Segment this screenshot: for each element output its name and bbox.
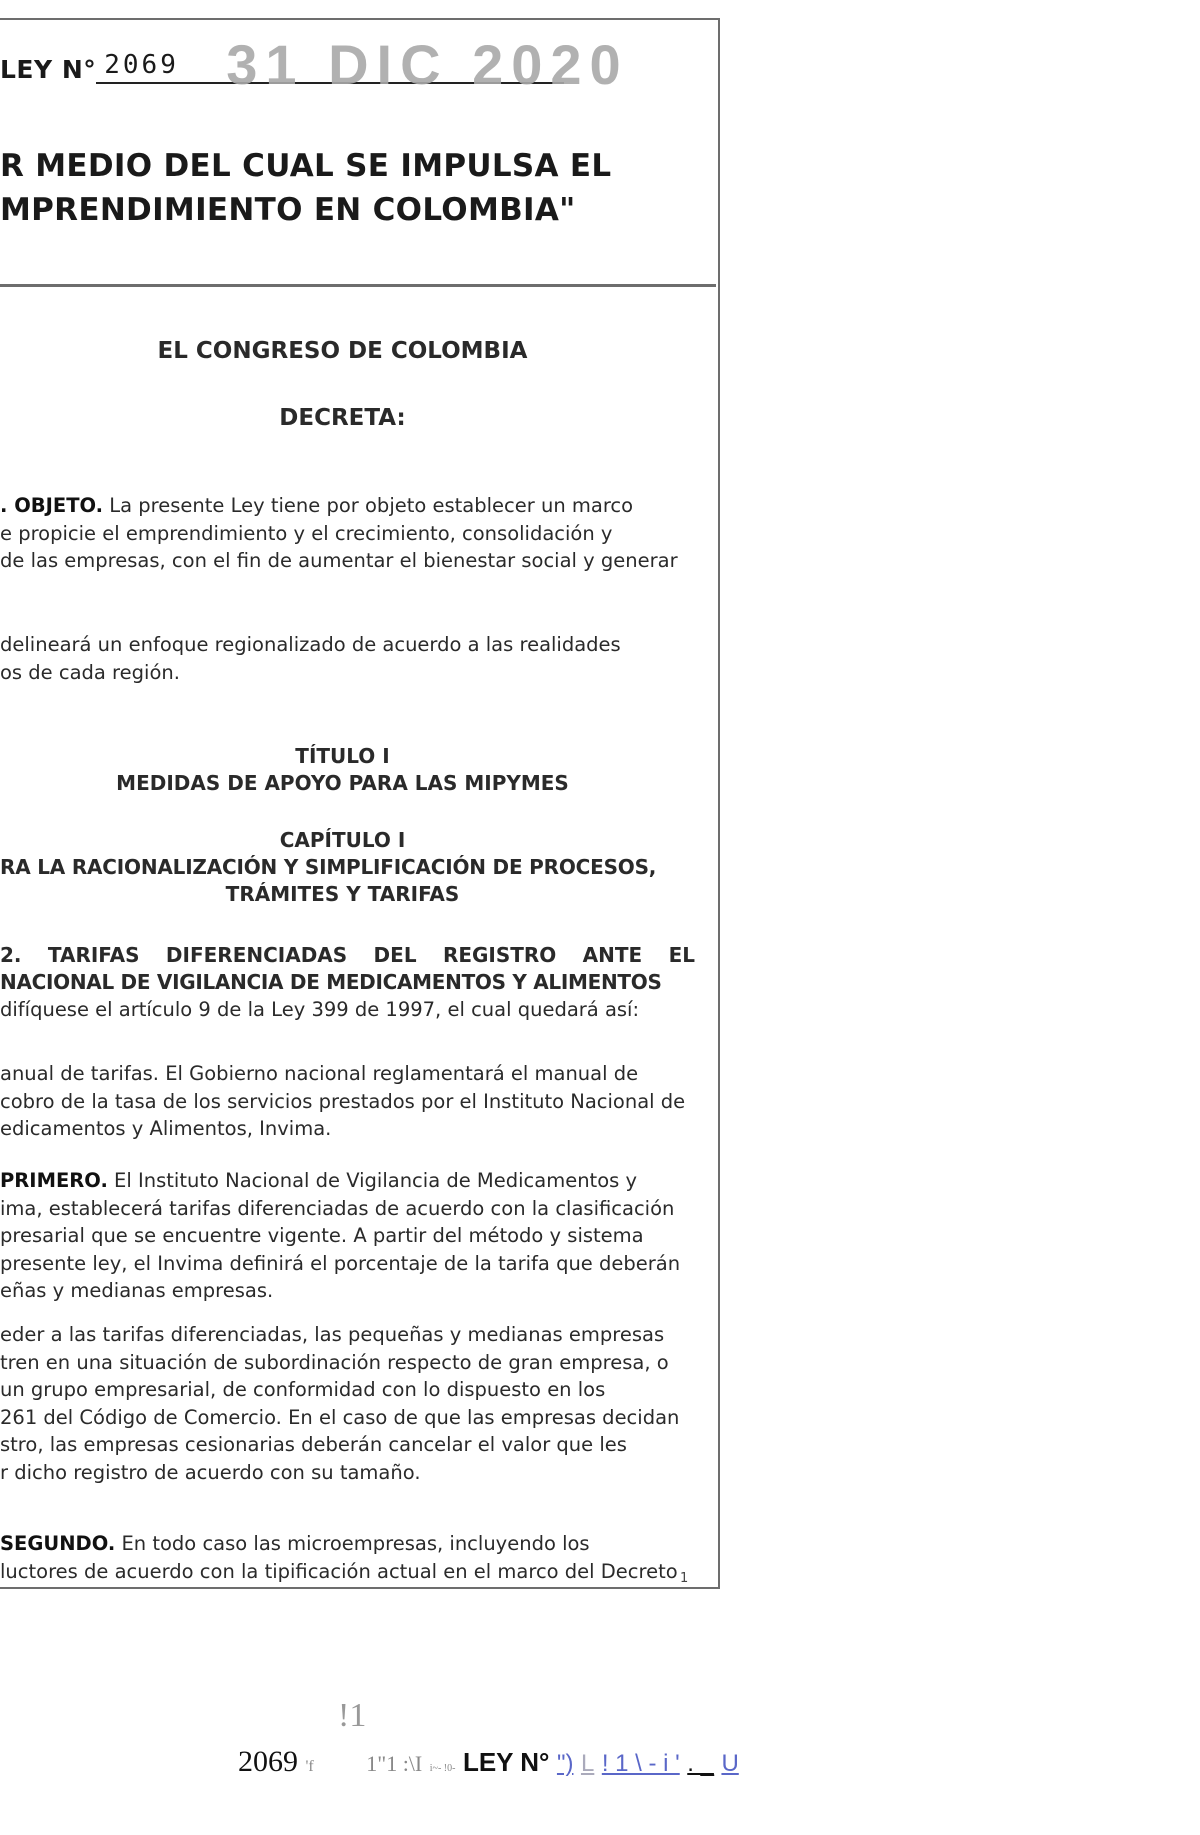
law-number-line [0,33,629,96]
law-title-line-2: MPRENDIMIENTO EN COLOMBIA" [0,192,576,228]
date-stamp: 31 DIC 2020 [226,33,629,96]
article-1-lead: . OBJETO. [0,494,104,517]
document-page-frame [0,18,720,1589]
paragraph-primero [0,1167,695,1305]
titulo-name: MEDIDAS DE APOYO PARA LAS MIPYMES [116,771,569,795]
congress-heading: EL CONGRESO DE COLOMBIA [157,338,528,364]
footer-law-number: 2069 [238,1745,298,1778]
capitulo-label: CAPÍTULO I [279,828,406,852]
footer-fragment-2: i~- !0- [429,1763,456,1774]
footer-fragment-f: 'f [305,1758,314,1775]
footer-fragment-6: . _ [687,1750,714,1777]
article-1-paragraph [0,492,695,575]
footer-ley-label: LEY N° [462,1747,550,1777]
titulo-label: TÍTULO I [295,744,390,768]
capitulo-name-line-1: RA LA RACIONALIZACIÓN Y SIMPLIFICACIÓN DE PROCESOS, [0,855,657,879]
article-1-paragraph-2: delineará un enfoque regionalizado de acuerdo a las realidades os de cada región. [0,633,621,684]
paragraph-primero-continued: eder a las tarifas diferenciadas, las pequeñas y medianas empresas tren en una situación de subordinación respecto de gran empresa, o un grupo empresarial, de conformidad con lo dispuesto en los 261 del Código de Comercio. En el caso de que las empresas decidan stro, las empresas cesionarias deberán cancelar el valor que les r dicho registro de acuerdo con su tamaño. [0,1323,680,1484]
law-header-box [0,20,716,287]
paragraph-segundo [0,1530,695,1585]
footer-fragment-1: 1"1 :\I [366,1751,423,1776]
footer-fragment-5: ! 1 \ - i ' [601,1750,680,1777]
law-title [0,144,611,232]
footer-ocr-line [238,1697,739,1779]
footer-mark: !1 [338,1697,367,1734]
footer-fragment-4: L [580,1750,595,1777]
paragraph-primero-lead: PRIMERO. [0,1169,108,1192]
article-1-text: La presente Ley tiene por objeto establecer un marco e propicie el emprendimiento y el crecimiento, consolidación y de las empresas, con el fin de aumentar el bienestar social y generar [0,494,678,572]
law-number-prefix: LEY N° [0,55,97,84]
capitulo-name-line-2: TRÁMITES Y TARIFAS [225,882,460,906]
article-2-heading-line-1: 2. TARIFAS DIFERENCIADAS DEL REGISTRO ANTE EL [0,943,695,967]
footer-fragment-3: ") [556,1750,574,1777]
page-number: 1 [680,1571,689,1586]
article-2-heading-line-2: NACIONAL DE VIGILANCIA DE MEDICAMENTOS Y ALIMENTOS [0,970,662,994]
article-2-intro: difíquese el artículo 9 de la Ley 399 de 1997, el cual quedará así: [0,998,640,1021]
paragraph-segundo-text: En todo caso las microempresas, incluyendo los luctores de acuerdo con la tipificación actual en el marco del Decreto [0,1532,678,1583]
law-title-line-1: R MEDIO DEL CUAL SE IMPULSA EL [0,148,612,184]
decreta-heading: DECRETA: [279,405,406,431]
paragraph-primero-text: El Instituto Nacional de Vigilancia de Medicamentos y ima, establecerá tarifas diferenciadas de acuerdo con la clasificación presarial que se encuentre vigente. A partir del método y sistema presente ley, el Invima definirá el porcentaje de la tarifa que deberán eñas y medianas empresas. [0,1169,681,1302]
article-2-manual-paragraph: anual de tarifas. El Gobierno nacional reglamentará el manual de cobro de la tasa de los servicios prestados por el Instituto Nacional de edicamentos y Alimentos, Invima. [0,1062,686,1140]
law-number-field [96,33,629,96]
footer-fragment-7: U [721,1750,739,1777]
paragraph-segundo-lead: SEGUNDO. [0,1532,116,1555]
law-number: 2069 [104,50,179,80]
